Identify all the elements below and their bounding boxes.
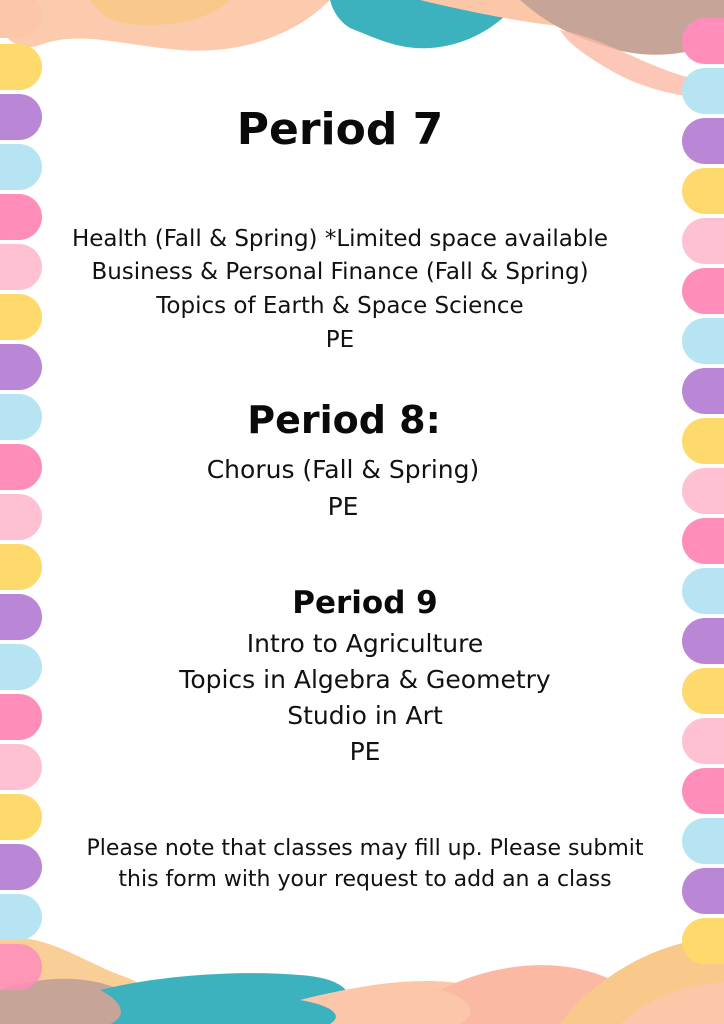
note-line: this form with your request to add an a class — [118, 867, 612, 892]
period-9-class-item: Intro to Agriculture — [246, 629, 484, 658]
period-7-class-item: Health (Fall & Spring) *Limited space available — [71, 226, 609, 252]
period-7-class-item: Topics of Earth & Space Science — [156, 293, 524, 319]
period-7-class-item: PE — [325, 327, 355, 353]
period-7-title: Period 7 — [236, 104, 444, 155]
period-7-class-item: Business & Personal Finance (Fall & Spring) — [91, 259, 589, 285]
period-9-class-item: PE — [349, 737, 381, 766]
period-9-class-item: Studio in Art — [287, 701, 443, 730]
period-8-class-item: Chorus (Fall & Spring) — [206, 455, 480, 484]
period-9-class-item: Topics in Algebra & Geometry — [179, 665, 551, 694]
period-8-title: Period 8: — [247, 398, 441, 442]
period-8-class-item: PE — [327, 492, 359, 521]
note-line: Please note that classes may fill up. Please submit — [86, 836, 644, 861]
period-9-title: Period 9 — [292, 585, 438, 621]
